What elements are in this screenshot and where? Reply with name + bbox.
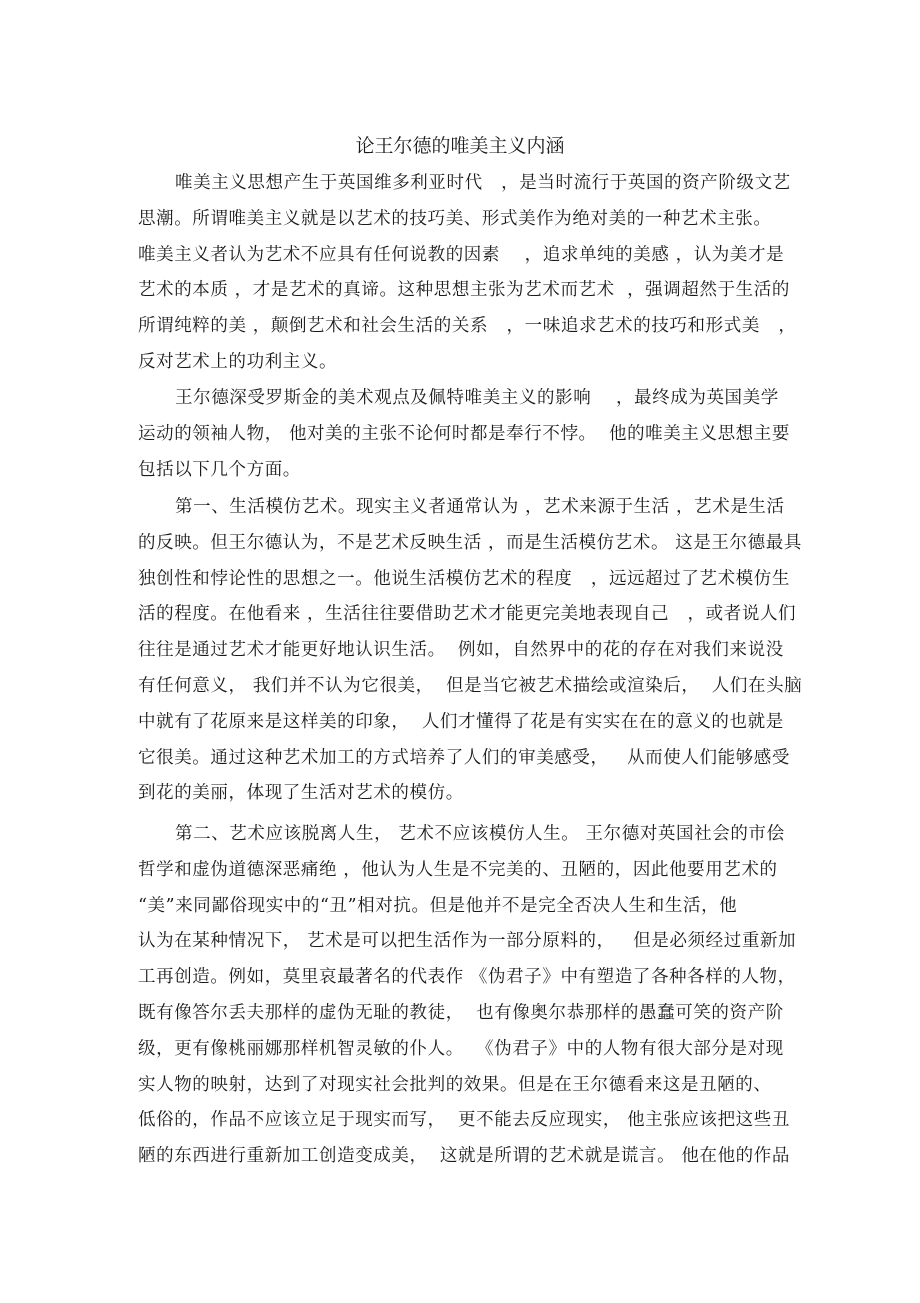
paragraph-1-line: 反对艺术上的功利主义。: [138, 352, 338, 372]
paragraph-4-line: 低俗的，作品不应该立足于现实而写， 更不能去反应现实， 他主张应该把这些丑: [138, 1110, 790, 1131]
paragraph-3-line: 的反映。但王尔德认为，不是艺术反映生活 ，而是生活模仿艺术。 这是王尔德最具: [138, 532, 802, 553]
paragraph-4-line: 哲学和虚伪道德深恶痛绝 ，他认为人生是不完美的、丑陋的，因此他要用艺术的: [138, 859, 778, 880]
paragraph-3-line: 有任何意义， 我们并不认为它很美， 但是当它被艺术描绘或渲染后， 人们在头脑: [138, 676, 803, 696]
paragraph-3-line: 到花的美丽，体现了生活对艺术的模仿。: [138, 783, 464, 804]
paragraph-2-line: 王尔德深受罗斯金的美术观点及佩特唯美主义的影响 ，最终成为英国美学: [175, 388, 779, 408]
paragraph-3-line: 活的程度。在他看来 ，生活往往要借助艺术才能更完美地表现自己 ，或者说人们: [138, 604, 797, 625]
paragraph-4-line: 实人物的映射，达到了对现实社会批判的效果。但是在王尔德看来这是丑陋的、: [138, 1074, 772, 1095]
paragraph-4-line: “美”来同鄙俗现实中的“丑”相对抗。但是他并不是完全否决人生和生活，他: [138, 895, 738, 916]
document-title: 论王尔德的唯美主义内涵: [355, 135, 565, 157]
paragraph-4-line: 既有像答尔丢夫那样的虚伪无耻的教徒， 也有像奥尔恭那样的愚蠢可笑的资产阶: [138, 1003, 784, 1023]
paragraph-4-line: 级，更有像桃丽娜那样机智灵敏的仆人。 《伪君子》中的人物有很大部分是对现: [138, 1038, 784, 1059]
paragraph-4-line: 第二、艺术应该脱离人生， 艺术不应该模仿人生。 王尔德对英国社会的市侩: [175, 824, 785, 844]
paragraph-2-line: 包括以下几个方面。: [138, 459, 301, 480]
paragraph-1-line: 唯美主义者认为艺术不应具有任何说教的因素 ，追求单纯的美感 ，认为美才是: [138, 244, 785, 265]
paragraph-3-line: 它很美。通过这种艺术加工的方式培养了人们的审美感受， 从而使人们能够感受: [138, 747, 790, 768]
paragraph-3-line: 中就有了花原来是这样美的印象， 人们才懂得了花是有实实在在的意义的也就是: [138, 711, 784, 732]
paragraph-2-line: 运动的领袖人物， 他对美的主张不论何时都是奉行不悖。 他的唯美主义思想主要: [138, 423, 790, 444]
paragraph-4-line: 认为在某种情况下， 艺术是可以把生活作为一部分原料的， 但是必须经过重新加: [138, 931, 797, 952]
paragraph-1-line: 思潮。所谓唯美主义就是以艺术的技巧美、形式美作为绝对美的一种艺术主张。: [138, 208, 772, 229]
paragraph-1-line: 唯美主义思想产生于英国维多利亚时代 ，是当时流行于英国的资产阶级文艺: [175, 173, 791, 193]
paragraph-4-line: 工再创造。例如，莫里哀最著名的代表作 《伪君子》中有塑造了各种各样的人物，: [138, 967, 796, 988]
paragraph-1-line: 艺术的本质 ，才是艺术的真谛。这种思想主张为艺术而艺术 ，强调超然于生活的: [138, 280, 790, 301]
paragraph-3-line: 独创性和悖论性的思想之一。他说生活模仿艺术的程度 ，远远超过了艺术模仿生: [138, 568, 790, 589]
paragraph-1-line: 所谓纯粹的美 ，颠倒艺术和社会生活的关系 ，一味追求艺术的技巧和形式美 ，: [138, 316, 797, 337]
paragraph-3-line: 往往是通过艺术才能更好地认识生活。 例如，自然界中的花的存在对我们来说没: [138, 640, 784, 661]
paragraph-4-line: 陋的东西进行重新加工创造变成美， 这就是所谓的艺术就是谎言。 他在他的作品: [138, 1146, 790, 1167]
paragraph-3-line: 第一、生活模仿艺术。现实主义者通常认为 ，艺术来源于生活 ，艺术是生活: [175, 497, 785, 517]
